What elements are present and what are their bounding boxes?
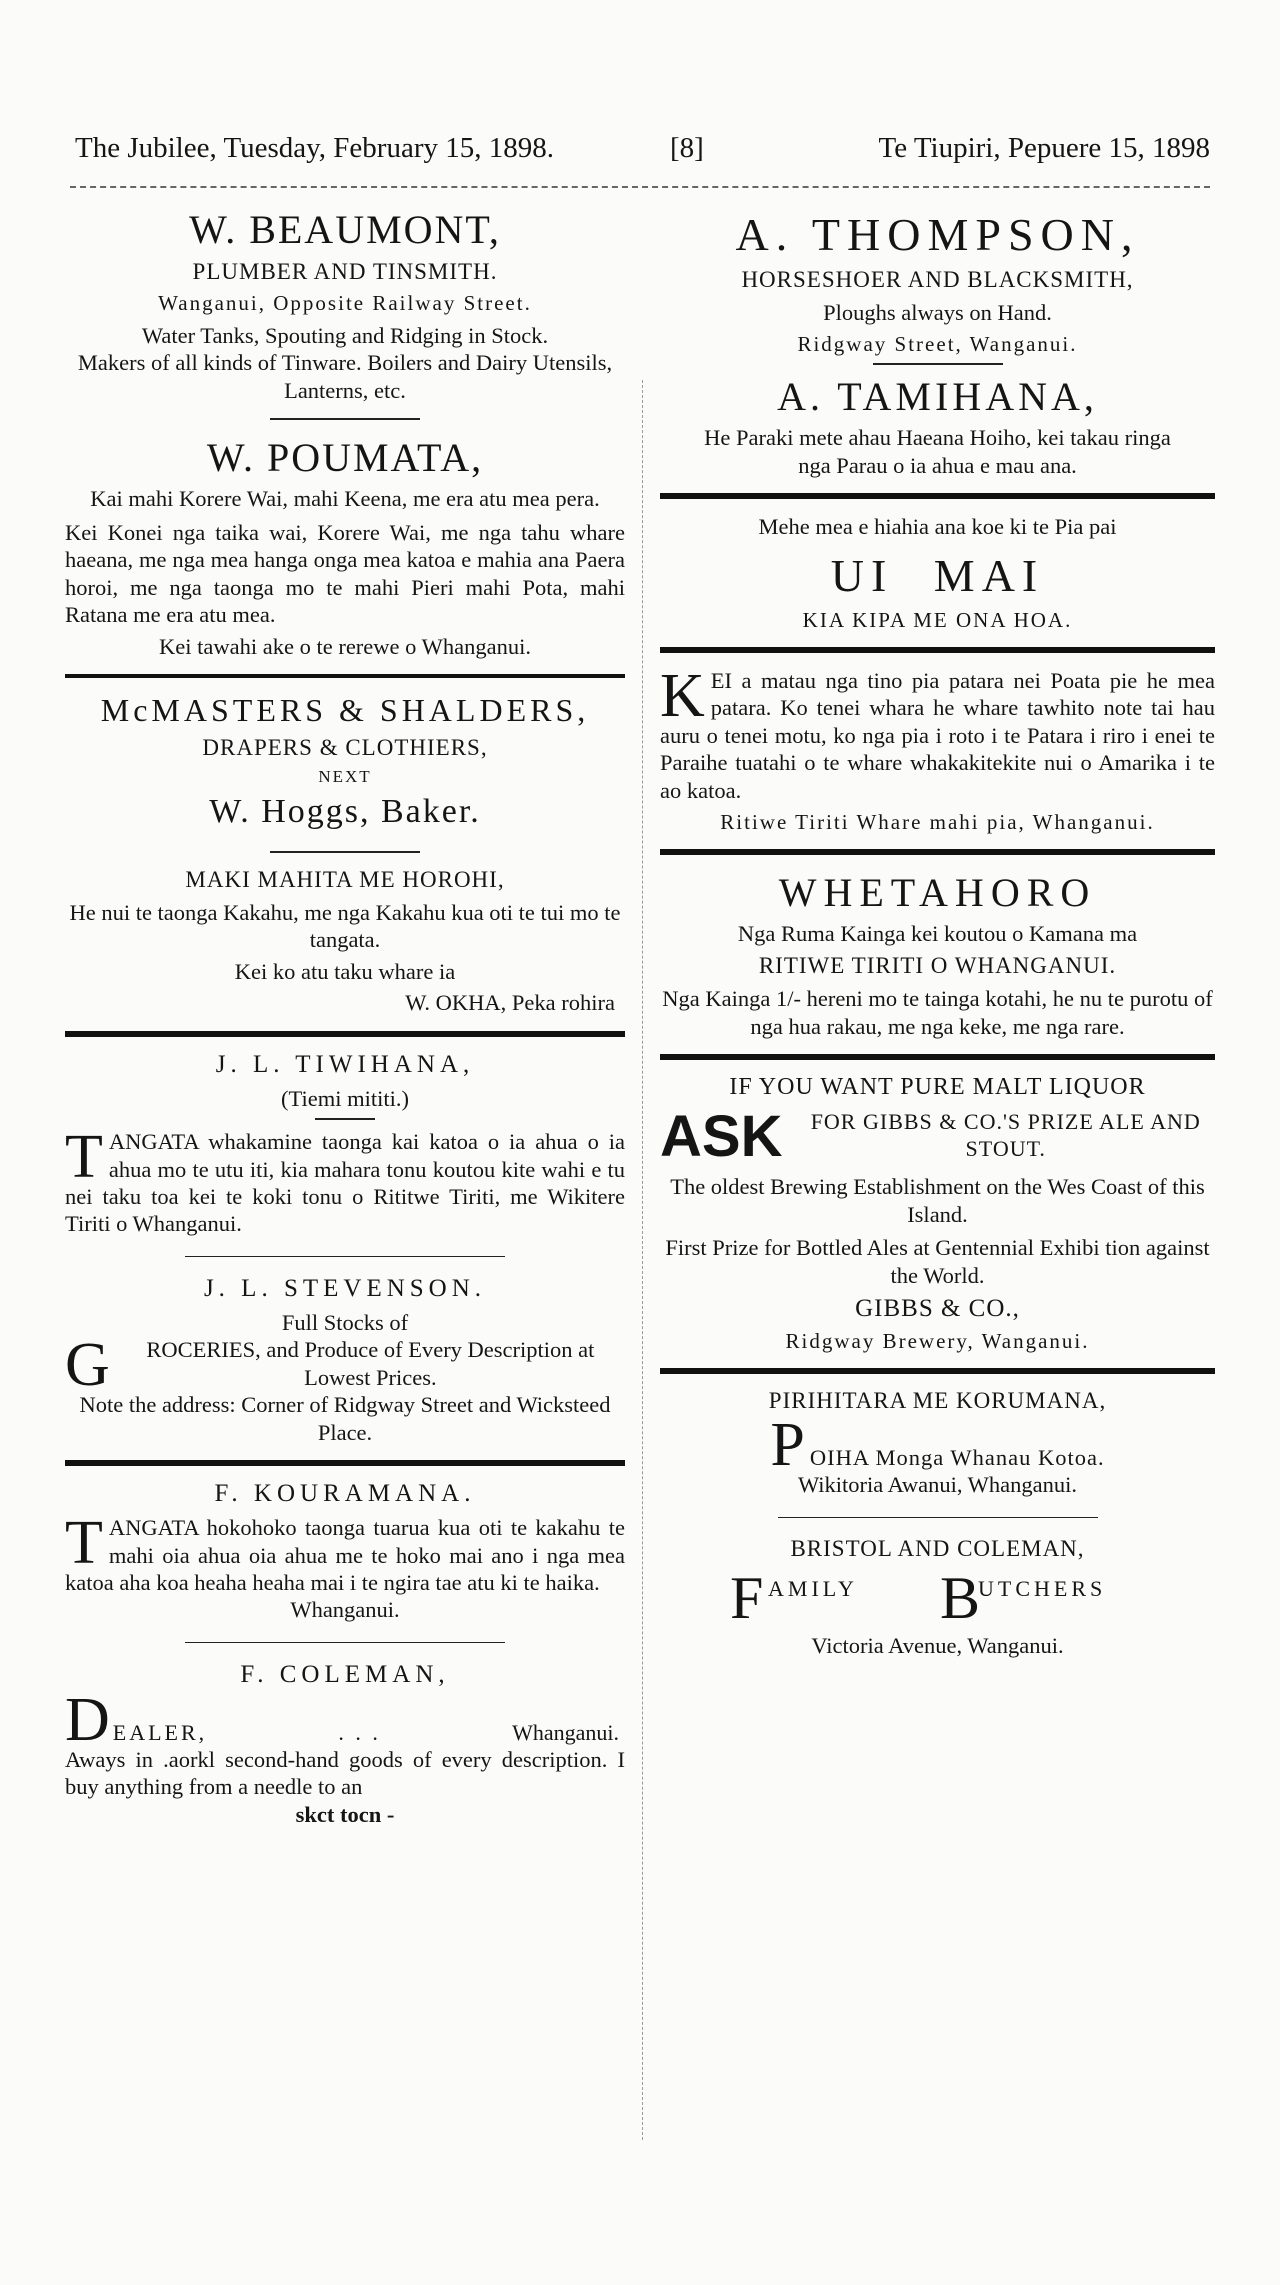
thompson-address: Ridgway Street, Wanganui. xyxy=(797,332,1078,357)
divider xyxy=(660,493,1215,499)
tiwihana-sub: (Tiemi mititi.) xyxy=(281,1085,409,1111)
thompson-trade: HORSESHOER AND BLACKSMITH, xyxy=(741,267,1134,292)
ad-thompson xyxy=(660,208,1215,357)
bristol-cap1: F xyxy=(730,1564,768,1631)
whetahoro-line1: Nga Ruma Kainga kei koutou o Kamana ma xyxy=(737,920,1138,946)
bristol-address: Victoria Avenue, Wanganui. xyxy=(811,1632,1064,1658)
uimai-title: UI MAI xyxy=(830,549,1045,601)
tiwihana-body: ANGATA whakamine taonga kai katoa o ia ahua o ia ahua mo te utu iti, kia mahara tonu koutou kite wahi e tu nei taku toa kei te koki tonu o Rititwe Tiriti, me Wikitere Tiriti o Whanganui. xyxy=(65,1129,625,1237)
mcmasters-trade: DRAPERS & CLOTHIERS, xyxy=(202,734,488,760)
coleman-last: skct tocn - xyxy=(295,1801,395,1827)
gibbs-line1: The oldest Brewing Establishment on the Wes Coast of this Island. xyxy=(670,1174,1205,1227)
ad-tiwihana xyxy=(65,1051,625,1238)
bristol-word2: UTCHERS xyxy=(978,1575,1107,1601)
stevenson-sub: Full Stocks of xyxy=(281,1309,409,1335)
bristol-cap2: B xyxy=(940,1564,985,1631)
tiwihana-dropcap: T xyxy=(65,1123,103,1192)
coleman-name: F. COLEMAN, xyxy=(240,1660,450,1688)
thompson-line: Ploughs always on Hand. xyxy=(823,300,1052,325)
okha-title: MAKI MAHITA ME HOROHI, xyxy=(185,866,505,892)
gibbs-line2: First Prize for Bottled Ales at Gentennial Exhibi tion against the World. xyxy=(665,1235,1210,1288)
divider xyxy=(660,1368,1215,1374)
bristol-word1: AMILY xyxy=(768,1575,858,1601)
pirihitara-dropcap: P xyxy=(770,1411,806,1479)
kouramana-body: ANGATA hokohoko taonga tuarua kua oti te kakahu te mahi oia ahua oia ahua me te hoko mai ano i nga mea katoa aha koa heaha heaha mai i te ngira tae atu ki te haika. xyxy=(65,1515,625,1595)
ad-mcmasters xyxy=(65,692,625,831)
ad-kouramana xyxy=(65,1480,625,1624)
divider xyxy=(65,674,625,678)
divider xyxy=(660,1054,1215,1060)
uimai-line: Mehe mea e hiahia ana koe ki te Pia pai xyxy=(758,514,1117,540)
gibbs-address: Ridgway Brewery, Wanganui. xyxy=(785,1329,1090,1353)
pirihitara-address: Wikitoria Awanui, Whanganui. xyxy=(797,1472,1078,1498)
stevenson-dropcap: G xyxy=(65,1331,110,1400)
divider xyxy=(65,1031,625,1037)
whetahoro-body: Nga Kainga 1/- hereni mo te tainga kotahi, he nu te purotu of nga hua rakau, me nga keke, me nga rare. xyxy=(662,986,1213,1039)
divider xyxy=(660,647,1215,653)
right-column xyxy=(660,200,1215,1659)
bristol-name: BRISTOL AND COLEMAN, xyxy=(790,1535,1085,1561)
tiwihana-name: J. L. TIWIHANA, xyxy=(215,1050,475,1078)
uimai-sub: KIA KIPA ME ONA HOA. xyxy=(802,607,1073,632)
kouramana-place: Whanganui. xyxy=(290,1597,400,1623)
stevenson-name: J. L. STEVENSON. xyxy=(203,1274,487,1302)
ad-pirihitara xyxy=(660,1388,1215,1499)
tamihana-name: A. TAMIHANA, xyxy=(777,374,1098,420)
ad-gibbs xyxy=(660,1074,1215,1354)
gibbs-asktext: FOR GIBBS & CO.'S PRIZE ALE AND STOUT. xyxy=(810,1109,1201,1162)
coleman-place: Whanganui. xyxy=(512,1719,619,1745)
ad-coleman xyxy=(65,1661,625,1828)
coleman-dots: . . . xyxy=(338,1719,381,1745)
beaumont-name: W. BEAUMONT, xyxy=(189,207,501,252)
ad-okha xyxy=(65,867,625,1017)
divider xyxy=(270,851,420,853)
divider xyxy=(660,849,1215,855)
poumata-name: W. POUMATA, xyxy=(206,435,484,481)
ad-poumata xyxy=(65,434,625,660)
divider xyxy=(270,418,420,420)
pia-body: EI a matau nga tino pia patara nei Poata pie he mea patara. Ko tenei whara he whare tawhito note tai hau auru o tenei motu, ko nga pia i roto i te Patara i riro i enei te Paraihe tuatahi o te whare whakakitekite nui o Amarika i te ao katoa. xyxy=(660,667,1215,803)
pirihitara-line: OIHA Monga Whanau Kotoa. xyxy=(809,1445,1105,1470)
thompson-name: A. THOMPSON, xyxy=(735,209,1140,260)
divider xyxy=(185,1642,505,1643)
header-english-date: The Jubilee, Tuesday, February 15, 1898. xyxy=(75,132,554,164)
header-divider xyxy=(70,186,1210,188)
poumata-line3: Kei tawahi ake o te rerewe o Whanganui. xyxy=(159,633,531,659)
gibbs-name: GIBBS & CO., xyxy=(855,1295,1020,1322)
page-number: [8] xyxy=(670,132,704,164)
tamihana-body: He Paraki mete ahau Haeana Hoiho, kei takau ringa nga Parau o ia ahua e mau ana. xyxy=(704,425,1171,478)
coleman-body: Aways in .aorkl second-hand goods of every description. I buy anything from a needle to an xyxy=(65,1746,625,1800)
kouramana-name: F. KOURAMANA. xyxy=(214,1480,476,1508)
ad-tamihana xyxy=(660,373,1215,479)
coleman-dropcap: D xyxy=(65,1685,113,1754)
divider xyxy=(185,1256,505,1257)
left-column xyxy=(65,200,625,1828)
column-divider xyxy=(642,380,643,2140)
header-maori-date: Te Tiupiri, Pepuere 15, 1898 xyxy=(878,132,1210,164)
coleman-dealer: EALER, xyxy=(112,1719,208,1745)
okha-line2: Kei ko atu taku whare ia xyxy=(234,958,456,984)
pirihitara-name: PIRIHITARA ME KORUMANA, xyxy=(768,1388,1107,1413)
pia-dropcap: K xyxy=(660,661,705,730)
divider xyxy=(873,363,1003,365)
beaumont-trade: PLUMBER AND TINSMITH. xyxy=(192,259,498,284)
ad-stevenson xyxy=(65,1275,625,1446)
bristol-family-butchers xyxy=(660,1564,1215,1632)
kouramana-dropcap: T xyxy=(65,1509,103,1578)
okha-line1: He nui te taonga Kakahu, me nga Kakahu kua oti te tui mo te tangata. xyxy=(69,899,621,953)
ad-bristol xyxy=(660,1536,1215,1659)
gibbs-headline: IF YOU WANT PURE MALT LIQUOR xyxy=(729,1074,1146,1101)
whetahoro-line2: RITIWE TIRITI O WHANGANUI. xyxy=(758,953,1117,979)
divider xyxy=(778,1517,1098,1518)
divider xyxy=(315,1118,375,1120)
mcmasters-baker: W. Hoggs, Baker. xyxy=(209,792,481,830)
mcmasters-name: McMASTERS & SHALDERS, xyxy=(100,691,590,728)
ad-whetahoro xyxy=(660,869,1215,1040)
pia-address: Ritiwe Tiriti Whare mahi pia, Whanganui. xyxy=(720,809,1155,834)
divider xyxy=(65,1460,625,1466)
ad-pia xyxy=(660,661,1215,835)
whetahoro-name: WHETAHORO xyxy=(778,869,1097,915)
poumata-line2: Kei Konei nga taika wai, Korere Wai, me nga tahu whare haeana, me nga mea hanga onga mea katoa e mahia ana Paera horoi, me nga taonga mo te mahi Pieri mahi Pota, mahi Ratana me era atu mea. xyxy=(65,519,625,628)
beaumont-line1: Water Tanks, Spouting and Ridging in Stock. xyxy=(141,323,549,348)
ad-beaumont xyxy=(65,206,625,404)
beaumont-address: Wanganui, Opposite Railway Street. xyxy=(158,291,532,315)
mcmasters-next: NEXT xyxy=(318,766,372,786)
beaumont-line2: Makers of all kinds of Tinware. Boilers and Dairy Utensils, Lanterns, etc. xyxy=(77,350,613,403)
okha-sign: W. OKHA, Peka rohira xyxy=(405,990,615,1016)
page-header xyxy=(70,132,1210,172)
poumata-line1: Kai mahi Korere Wai, mahi Keena, me era atu mea pera. xyxy=(90,486,600,512)
ad-uimai xyxy=(660,513,1215,632)
stevenson-body: ROCERIES, and Produce of Every Description at Lowest Prices. xyxy=(146,1337,595,1390)
stevenson-note: Note the address: Corner of Ridgway Street and Wicksteed Place. xyxy=(79,1392,611,1445)
gibbs-ask: ASK xyxy=(660,1109,783,1166)
